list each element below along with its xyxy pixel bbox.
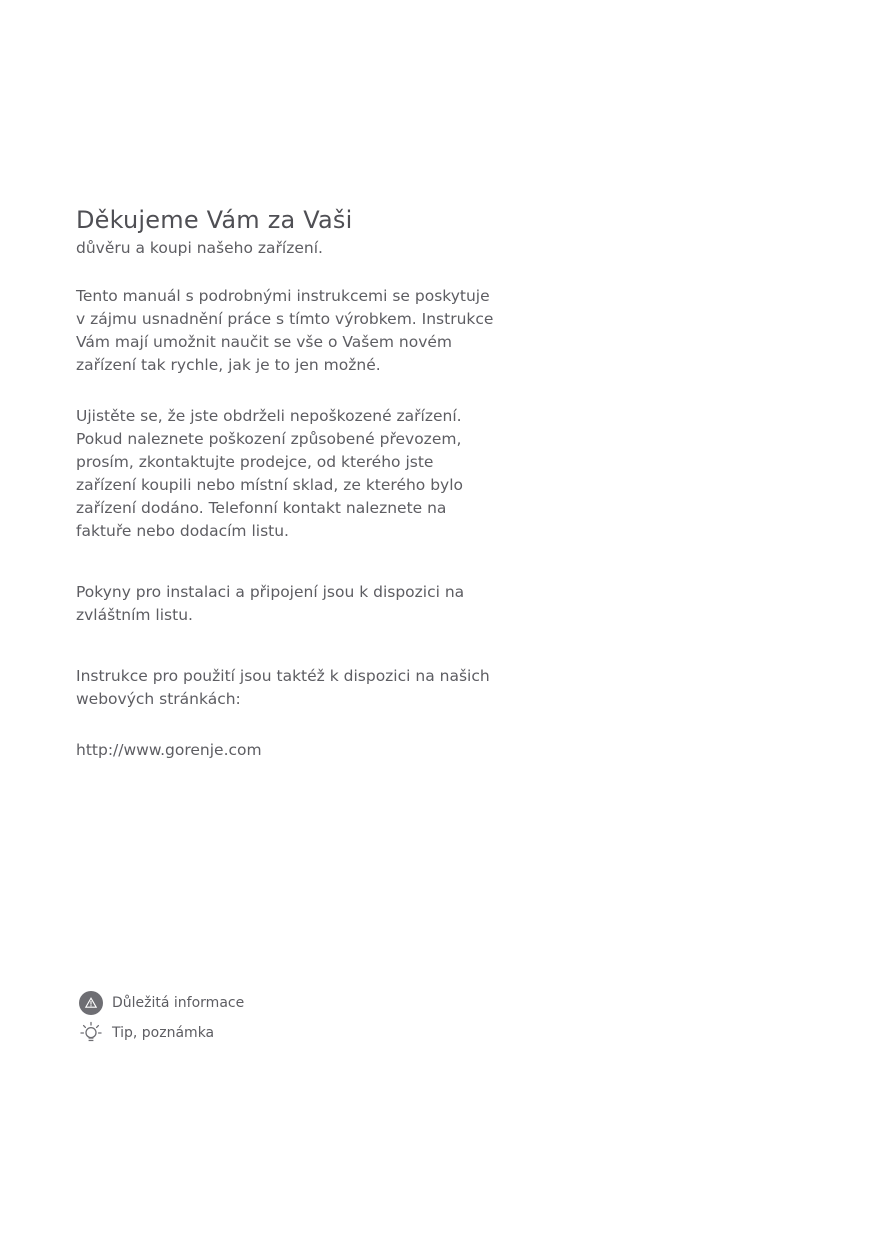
spacer [76,259,496,285]
legend-label-important: Důležitá informace [112,995,245,1011]
website-link[interactable]: http://www.gorenje.com [76,740,262,759]
spacer [76,543,496,581]
paragraph-2: Ujistěte se, že jste obdrželi nepoškozené zařízení. Pokud naleznete poškození způsobené převozem, prosím, zkontaktujte prodejce, od kterého jste zařízení koupili nebo místní sklad, ze kterého bylo zařízení dodáno. Telefonní kontakt naleznete na faktuře nebo dodacím listu. [76,407,464,540]
page-title: Děkujeme Vám za Vaši [76,206,353,234]
paragraph-1: Tento manuál s podrobnými instrukcemi se poskytuje v zájmu usnadnění práce s tímto výrobkem. Instrukce Vám mají umožnit naučit se vše o Vašem novém zařízení tak rychle, jak je to jen možné. [76,287,494,375]
warning-icon [76,988,106,1018]
page-subtitle: důvěru a koupi našeho zařízení. [76,239,323,257]
legend-item-important [76,988,476,1018]
spacer [76,627,496,665]
legend-item-tip [76,1018,476,1048]
paragraph-3: Pokyny pro instalaci a připojení jsou k dispozici na zvláštním listu. [76,582,465,624]
spacer [76,377,496,405]
spacer [76,711,496,739]
legend [76,988,476,1048]
paragraph-4: Instrukce pro použití jsou taktéž k dispozici na našich webových stránkách: [76,666,490,708]
text-block [76,205,496,762]
legend-label-tip: Tip, poznámka [112,1025,215,1041]
lightbulb-tip-icon [76,1018,106,1048]
